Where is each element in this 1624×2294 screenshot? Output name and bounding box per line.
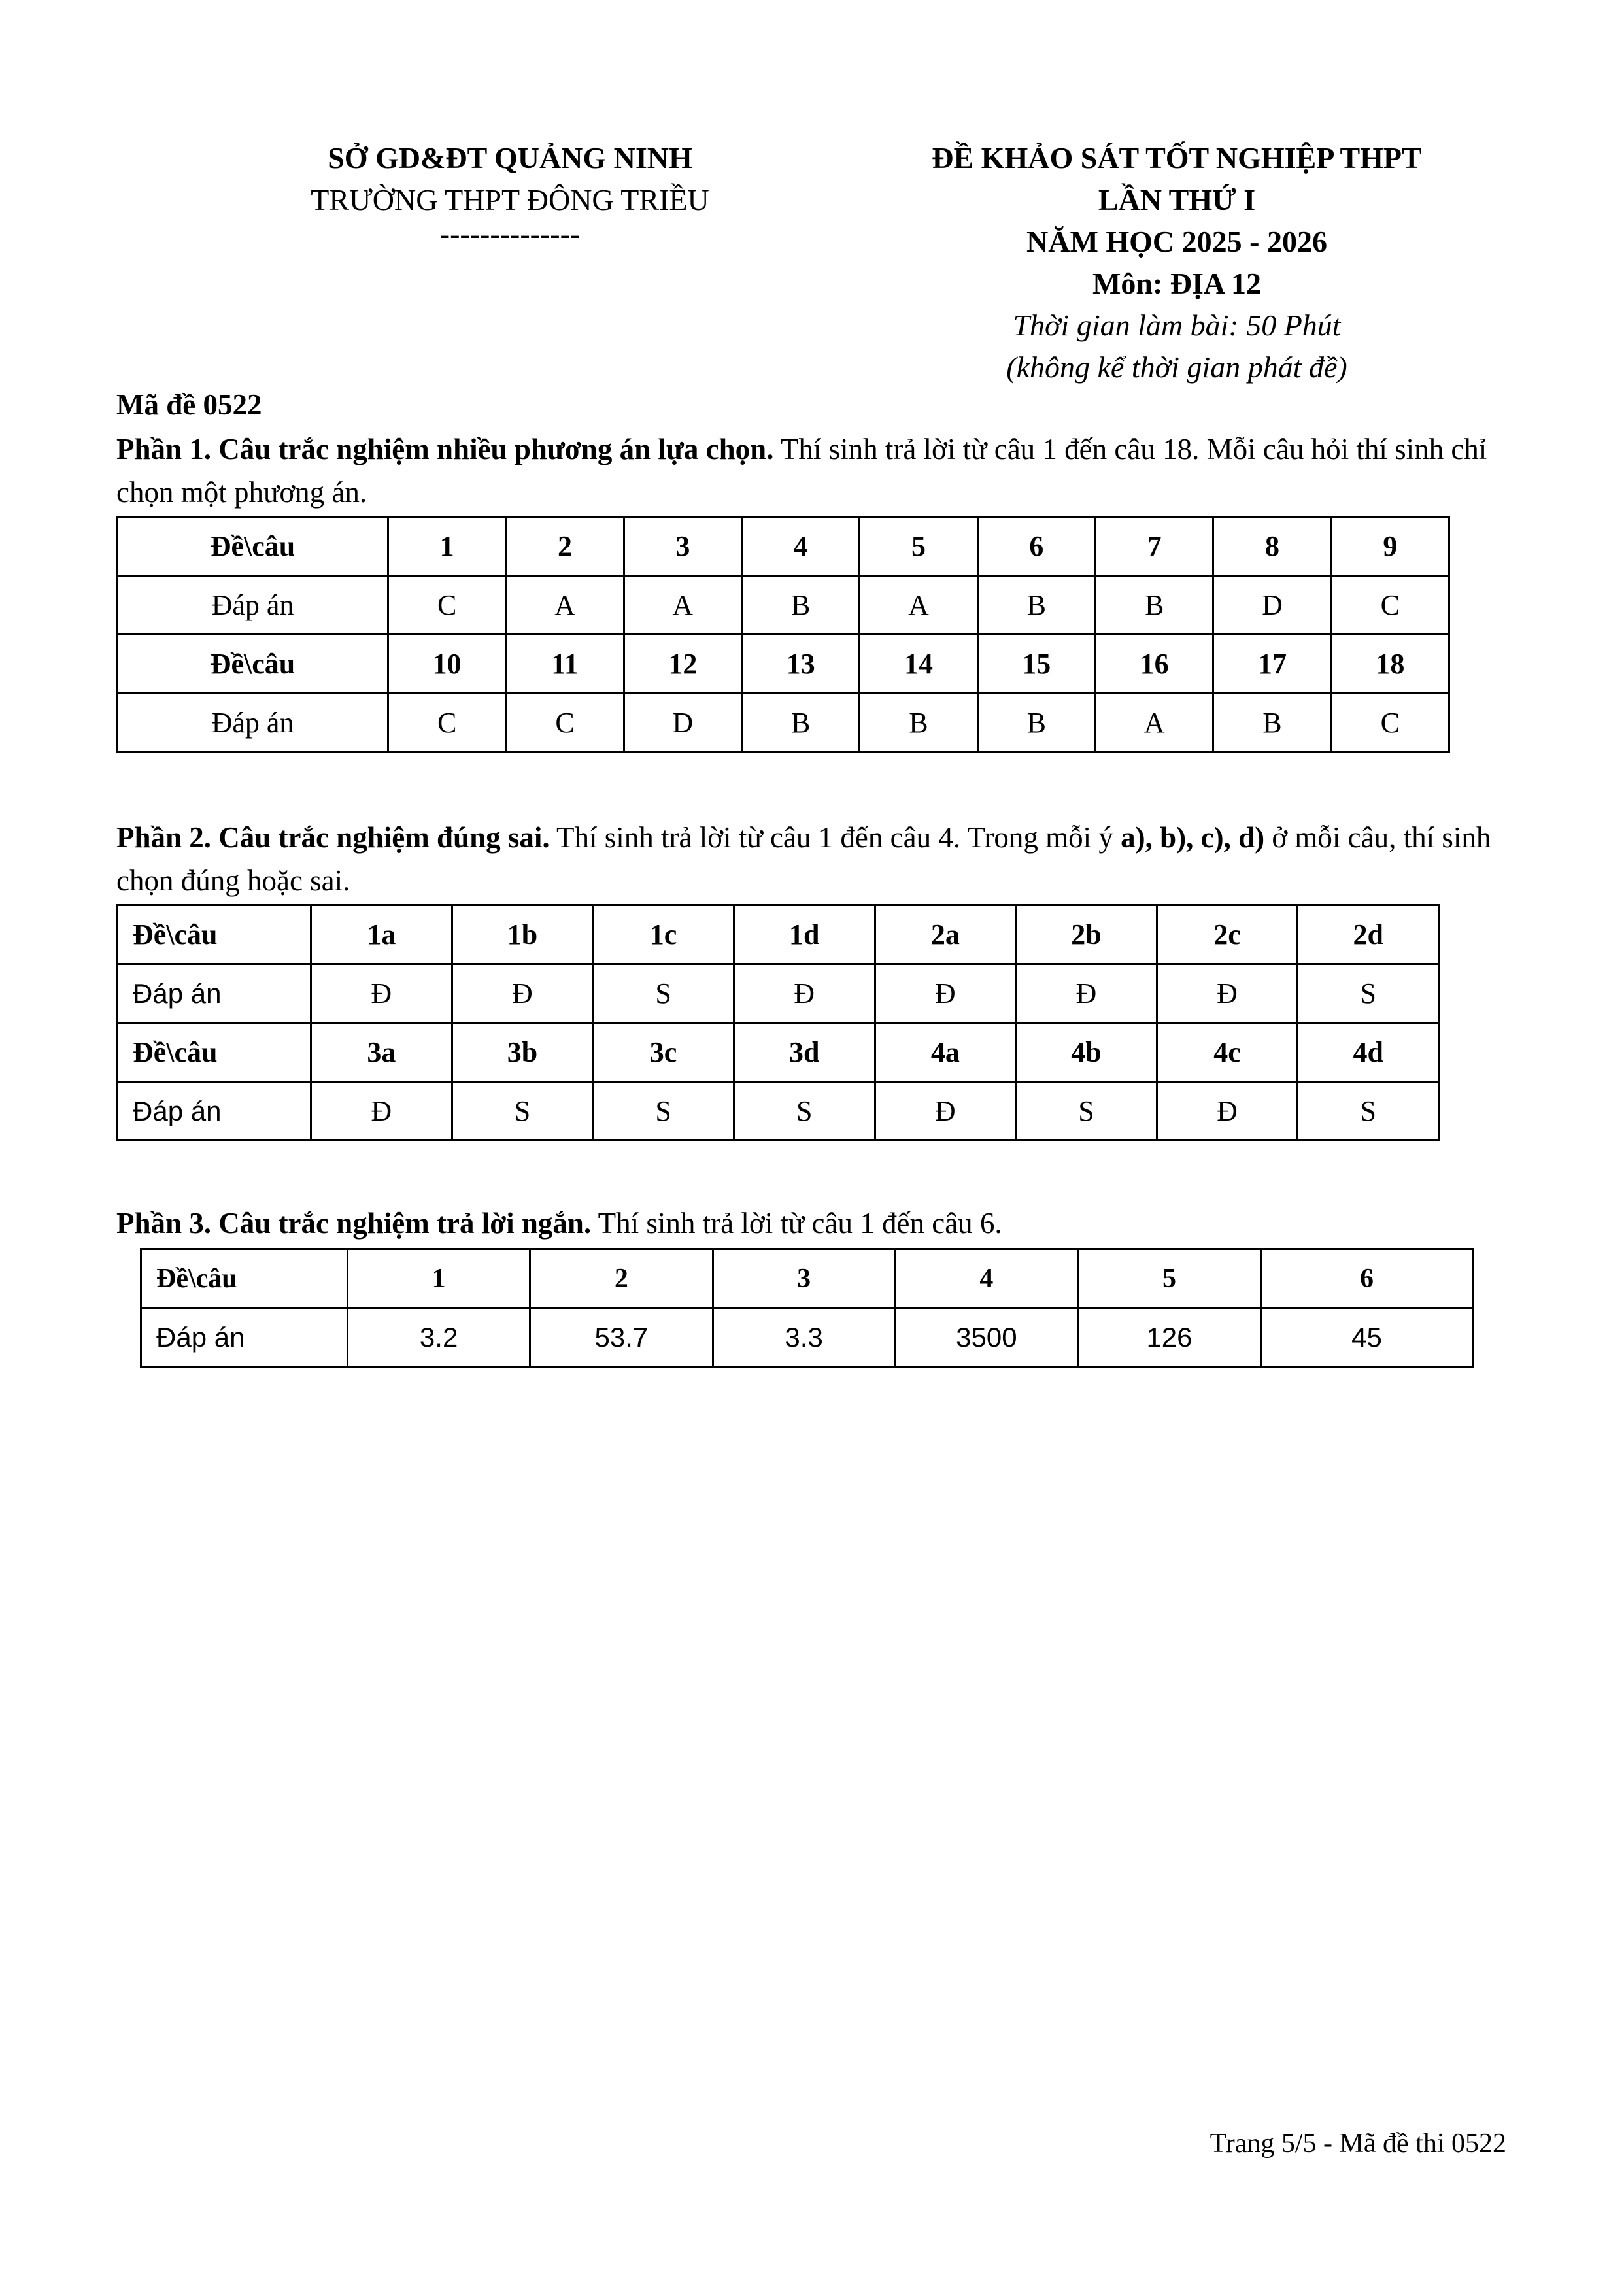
- question-number-cell: 13: [741, 635, 859, 694]
- question-number-cell: 3: [713, 1249, 895, 1308]
- answer-row: [118, 694, 1449, 752]
- question-number-cell: 4: [741, 517, 859, 576]
- answer-cell: A: [624, 576, 741, 635]
- answer-cell: 3.3: [713, 1308, 895, 1367]
- answer-label: Đáp án: [141, 1308, 348, 1367]
- question-number-row: [141, 1249, 1473, 1308]
- exam-title: ĐỀ KHẢO SÁT TỐT NGHIỆP THPT: [932, 141, 1422, 175]
- question-number-cell: 11: [506, 635, 624, 694]
- answer-row: [118, 576, 1449, 635]
- part2-desc-a: Thí sinh trả lời từ câu 1 đến câu 4. Trong mỗi ý: [549, 821, 1121, 854]
- answer-cell: A: [860, 576, 977, 635]
- question-number-row: [118, 905, 1439, 964]
- duration-note: (không kể thời gian phát đề): [1006, 350, 1347, 384]
- question-number-cell: 3: [624, 517, 741, 576]
- answer-cell: S: [593, 964, 734, 1023]
- row-header-label: Đề\câu: [118, 1023, 311, 1082]
- header-divider: --------------: [439, 217, 581, 250]
- answer-cell: S: [452, 1082, 593, 1141]
- part3-desc: Thí sinh trả lời từ câu 1 đến câu 6.: [591, 1207, 1002, 1240]
- answer-cell: Đ: [311, 1082, 452, 1141]
- answer-row: [118, 964, 1439, 1023]
- question-number-cell: 12: [624, 635, 741, 694]
- answer-cell: Đ: [734, 964, 875, 1023]
- exam-round: LẦN THỨ I: [1098, 183, 1256, 216]
- row-header-label: Đề\câu: [118, 635, 388, 694]
- answer-cell: A: [1095, 694, 1213, 752]
- answer-cell: C: [506, 694, 624, 752]
- answer-cell: S: [593, 1082, 734, 1141]
- part1-instructions: [116, 428, 1522, 514]
- question-number-cell: 6: [1261, 1249, 1473, 1308]
- part3-answer-table: [140, 1248, 1474, 1368]
- answer-cell: S: [734, 1082, 875, 1141]
- answer-cell: D: [1213, 576, 1331, 635]
- question-number-cell: 5: [860, 517, 977, 576]
- question-number-cell: 3c: [593, 1023, 734, 1082]
- question-number-cell: 1d: [734, 905, 875, 964]
- question-number-cell: 4d: [1298, 1023, 1439, 1082]
- question-number-cell: 2: [506, 517, 624, 576]
- question-number-cell: 2a: [875, 905, 1016, 964]
- answer-cell: Đ: [1157, 1082, 1298, 1141]
- part1-answer-table: [116, 516, 1450, 753]
- question-number-cell: 1: [348, 1249, 530, 1308]
- row-header-label: Đề\câu: [118, 905, 311, 964]
- answer-cell: 3.2: [348, 1308, 530, 1367]
- answer-cell: Đ: [875, 964, 1016, 1023]
- answer-cell: B: [977, 576, 1095, 635]
- answer-cell: 126: [1078, 1308, 1261, 1367]
- part3-instructions: [116, 1202, 1522, 1245]
- subject: Môn: ĐỊA 12: [1092, 267, 1262, 300]
- school-year: NĂM HỌC 2025 - 2026: [1026, 225, 1327, 258]
- exam-code: Mã đề 0522: [116, 388, 262, 421]
- question-number-cell: 17: [1213, 635, 1331, 694]
- question-number-cell: 1b: [452, 905, 593, 964]
- question-number-cell: 4b: [1016, 1023, 1157, 1082]
- answer-cell: S: [1298, 964, 1439, 1023]
- question-number-cell: 4a: [875, 1023, 1016, 1082]
- answer-cell: Đ: [452, 964, 593, 1023]
- question-number-cell: 10: [388, 635, 506, 694]
- question-number-cell: 7: [1095, 517, 1213, 576]
- question-number-cell: 2c: [1157, 905, 1298, 964]
- answer-cell: S: [1298, 1082, 1439, 1141]
- question-number-cell: 15: [977, 635, 1095, 694]
- row-header-label: Đề\câu: [141, 1249, 348, 1308]
- question-number-cell: 4: [895, 1249, 1077, 1308]
- answer-cell: B: [1213, 694, 1331, 752]
- answer-cell: D: [624, 694, 741, 752]
- question-number-row: [118, 1023, 1439, 1082]
- part1-desc: Thí sinh trả lời từ câu 1 đến câu 18. Mỗi câu hỏi thí sinh chỉ chọn một phương án.: [116, 433, 1487, 509]
- question-number-row: [118, 635, 1449, 694]
- answer-cell: Đ: [1157, 964, 1298, 1023]
- answer-cell: B: [741, 694, 859, 752]
- part2-answer-table: [116, 904, 1440, 1141]
- row-header-label: Đề\câu: [118, 517, 388, 576]
- question-number-cell: 14: [860, 635, 977, 694]
- answer-cell: B: [741, 576, 859, 635]
- question-number-cell: 2: [530, 1249, 713, 1308]
- question-number-cell: 2d: [1298, 905, 1439, 964]
- answer-cell: B: [977, 694, 1095, 752]
- answer-cell: 3500: [895, 1308, 1077, 1367]
- question-number-cell: 16: [1095, 635, 1213, 694]
- part2-desc-options: a), b), c), d): [1121, 821, 1265, 854]
- question-number-cell: 2b: [1016, 905, 1157, 964]
- answer-cell: A: [506, 576, 624, 635]
- part2-title: Phần 2. Câu trắc nghiệm đúng sai.: [116, 821, 550, 854]
- department-name: SỞ GD&ĐT QUẢNG NINH: [328, 141, 692, 175]
- part3-title: Phần 3. Câu trắc nghiệm trả lời ngắn.: [116, 1207, 592, 1240]
- answer-cell: C: [388, 576, 506, 635]
- part2-instructions: [116, 816, 1522, 902]
- answer-label: Đáp án: [118, 576, 388, 635]
- question-number-row: [118, 517, 1449, 576]
- question-number-cell: 3a: [311, 1023, 452, 1082]
- part1-title: Phần 1. Câu trắc nghiệm nhiều phương án lựa chọn.: [116, 433, 774, 465]
- header-left: [262, 137, 758, 250]
- answer-cell: Đ: [1016, 964, 1157, 1023]
- answer-cell: C: [1331, 694, 1449, 752]
- answer-cell: C: [388, 694, 506, 752]
- page-footer: Trang 5/5 - Mã đề thi 0522: [1210, 2129, 1506, 2159]
- question-number-cell: 1c: [593, 905, 734, 964]
- answer-row: [141, 1308, 1473, 1367]
- answer-cell: 53.7: [530, 1308, 713, 1367]
- question-number-cell: 9: [1331, 517, 1449, 576]
- answer-cell: Đ: [311, 964, 452, 1023]
- question-number-cell: 1a: [311, 905, 452, 964]
- question-number-cell: 6: [977, 517, 1095, 576]
- question-number-cell: 5: [1078, 1249, 1261, 1308]
- answer-label: Đáp án: [118, 964, 311, 1023]
- answer-cell: 45: [1261, 1308, 1473, 1367]
- question-number-cell: 1: [388, 517, 506, 576]
- answer-label: Đáp án: [118, 694, 388, 752]
- question-number-cell: 18: [1331, 635, 1449, 694]
- answer-cell: B: [1095, 576, 1213, 635]
- question-number-cell: 8: [1213, 517, 1331, 576]
- answer-label: Đáp án: [118, 1082, 311, 1141]
- answer-cell: C: [1331, 576, 1449, 635]
- header-right: [850, 137, 1504, 388]
- answer-cell: B: [860, 694, 977, 752]
- exam-duration: Thời gian làm bài: 50 Phút: [1013, 309, 1341, 342]
- school-name: TRƯỜNG THPT ĐÔNG TRIỀU: [311, 183, 709, 216]
- answer-cell: S: [1016, 1082, 1157, 1141]
- answer-row: [118, 1082, 1439, 1141]
- question-number-cell: 3b: [452, 1023, 593, 1082]
- part2-desc-b: ở mỗi câu, thí sinh chọn đúng hoặc sai.: [116, 821, 1491, 897]
- answer-cell: Đ: [875, 1082, 1016, 1141]
- question-number-cell: 3d: [734, 1023, 875, 1082]
- question-number-cell: 4c: [1157, 1023, 1298, 1082]
